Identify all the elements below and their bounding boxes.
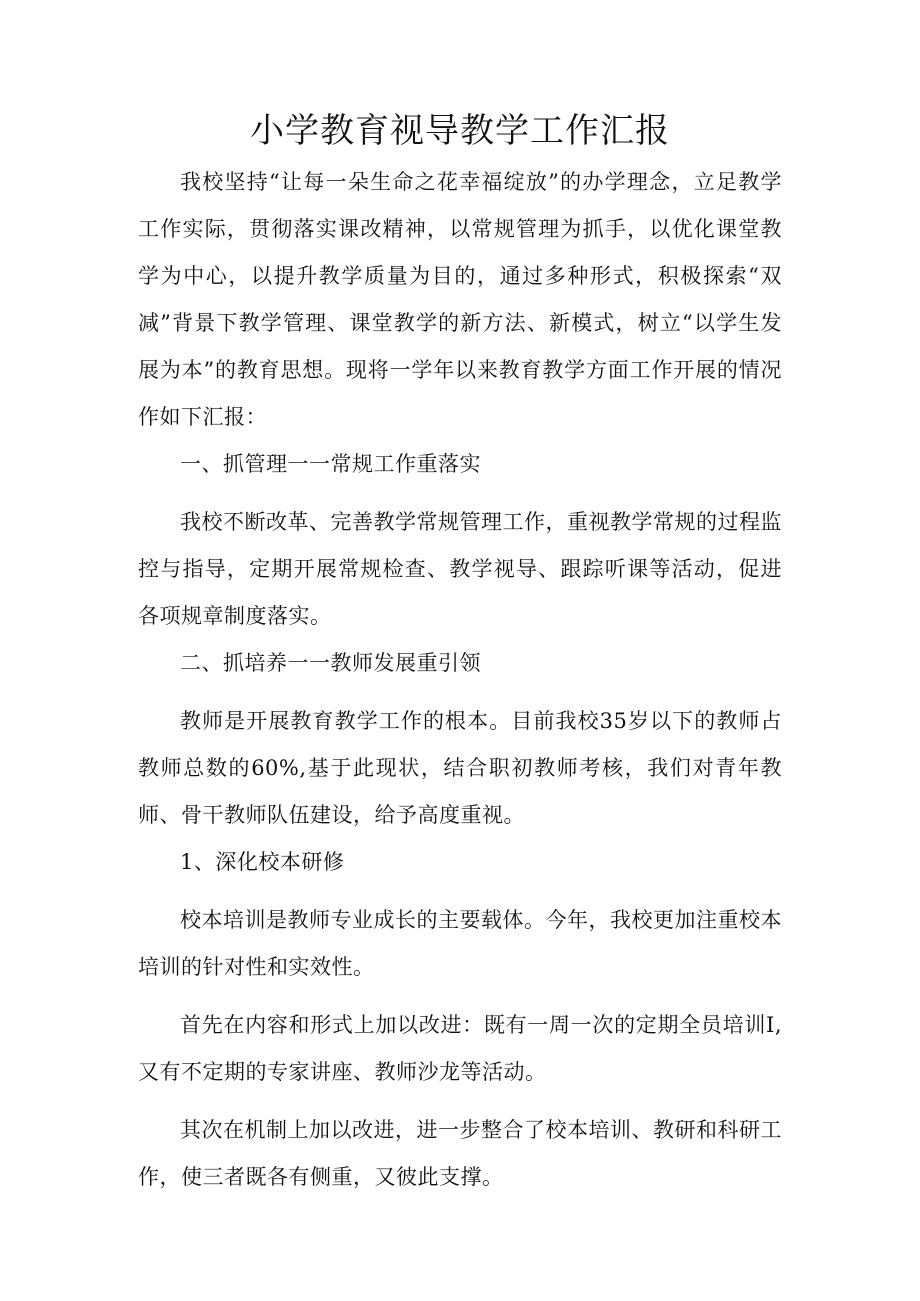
mechanism-paragraph: 其次在机制上加以改进，进一步整合了校本培训、教研和科研工作，使三者既各有侧重，又彼此支撑。 (138, 1118, 782, 1189)
teacher-paragraph: 教师是开展教育教学工作的根本。目前我校35岁以下的教师占教师总数的60%,基于此现状，结合职初教师考核，我们对青年教师、骨干教师队伍建设，给予高度重视。 (138, 709, 782, 827)
section-heading-teacher-training: 二、抓培养一一教师发展重引领 (180, 651, 481, 675)
document-title: 小学教育视导教学工作汇报 (250, 111, 670, 151)
subsection-heading-school-research: 1、深化校本研修 (180, 850, 345, 874)
content-form-paragraph: 首先在内容和形式上加以改进：既有一周一次的定期全员培训I,又有不定期的专家讲座、教师沙龙等活动。 (138, 1013, 782, 1084)
section-heading-management: 一、抓管理一一常规工作重落实 (180, 452, 481, 476)
management-paragraph: 我校不断改革、完善教学常规管理工作，重视教学常规的过程监控与指导，定期开展常规检查、教学视导、跟踪听课等活动，促进各项规章制度落实。 (138, 510, 782, 628)
intro-paragraph: 我校坚持“让每一朵生命之花幸福绽放”的办学理念，立足教学工作实际，贯彻落实课改精神，以常规管理为抓手，以优化课堂教学为中心，以提升教学质量为目的，通过多种形式，积极探索“双减”背景下教学管理、课堂教学的新方法、新模式，树立“以学生发展为本”的教育思想。现将一学年以来教育教学方面工作开展的情况作如下汇报： (138, 170, 782, 429)
school-training-paragraph: 校本培训是教师专业成长的主要载体。今年，我校更加注重校本培训的针对性和实效性。 (138, 908, 782, 979)
